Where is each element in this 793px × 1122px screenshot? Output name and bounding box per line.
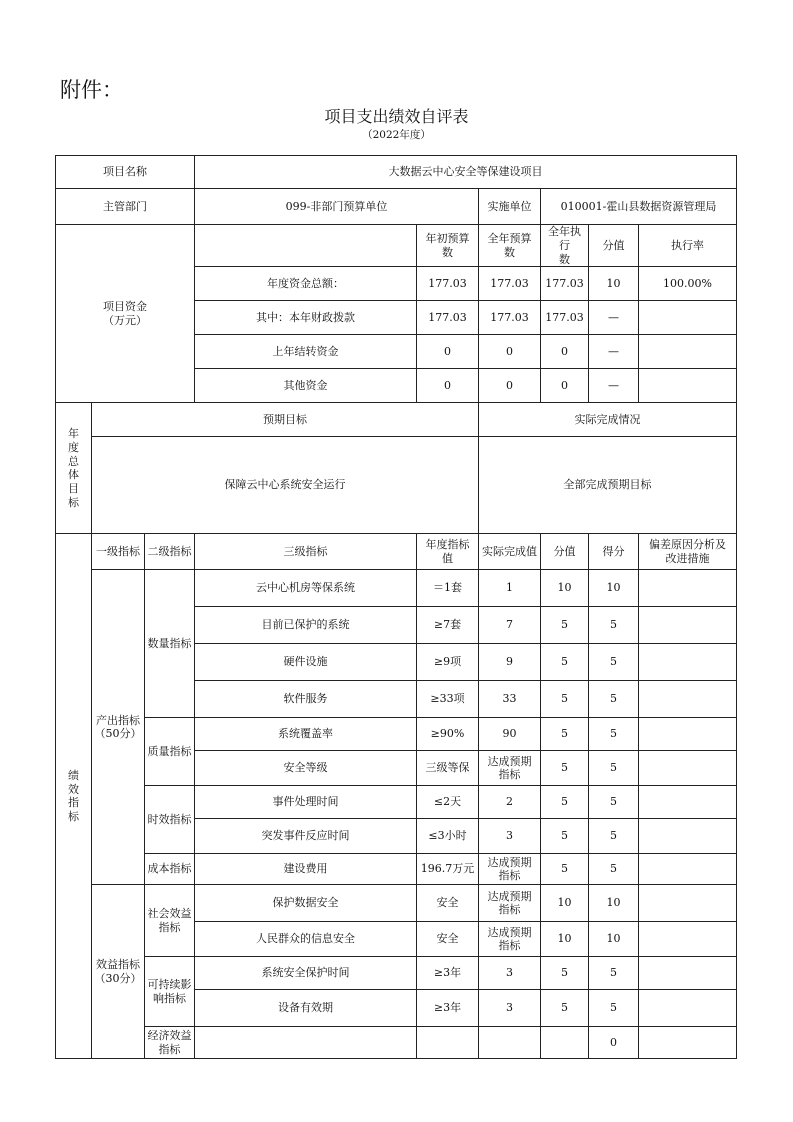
indicator-score: 5 [541,990,589,1027]
indicator-name: 系统覆盖率 [195,718,417,751]
indicator-actual [479,819,541,854]
actual-line1: 达成预期 [487,889,532,903]
col-init-line1: 年初预算 [425,231,470,245]
indicator-actual [479,570,541,607]
indicator-reason [639,885,737,922]
funds-init: 177.03 [417,301,479,335]
indicator-name: 建设费用 [195,854,417,885]
indicator-score: 10 [541,922,589,957]
indicator-got: 10 [589,885,639,922]
indicator-reason [639,751,737,786]
indicator-actual [479,885,541,922]
funds-exec: 177.03 [541,301,589,335]
indicator-score: 5 [541,681,589,718]
benefit-indicator [92,885,145,1059]
indicator-score: 5 [541,854,589,885]
funds-rate [639,335,737,369]
expected-goal: 保障云中心系统安全运行 [92,437,479,534]
indicator-score: 5 [541,751,589,786]
sustainability-indicator [145,957,195,1027]
side-char: 效 [68,782,79,796]
sustain-line1: 可持续影 [147,978,192,991]
indicator-actual [479,854,541,885]
funds-label-line2: （万元） [103,313,147,327]
econ-line1: 经济效益 [147,1029,192,1042]
funds-full: 0 [479,369,541,403]
indicator-got: 10 [589,922,639,957]
indicator-score: 5 [541,957,589,990]
funds-row-label: 其他资金 [195,369,417,403]
indicator-actual [479,1027,541,1059]
indicator-target: 196.7万元 [417,854,479,885]
indicators-side-label [56,534,92,1059]
indicator-actual [479,751,541,786]
indicator-actual [479,786,541,819]
funds-init: 0 [417,335,479,369]
output-line2: （50分） [94,727,142,741]
col-full-line1: 全年预算 [487,231,532,245]
header-target-line1: 年度指标 [425,538,470,551]
indicator-target: 安全 [417,885,479,922]
header-reason [639,534,737,570]
funds-score: — [589,335,639,369]
indicator-target: ≥9项 [417,644,479,681]
indicator-reason [639,922,737,957]
impl-label: 实施单位 [479,189,541,225]
indicator-actual [479,607,541,644]
indicator-actual [479,922,541,957]
funds-row-label: 上年结转资金 [195,335,417,369]
indicator-score [541,1027,589,1059]
funds-exec: 0 [541,369,589,403]
actual-line1: 达成预期 [487,754,532,768]
col-init-budget [417,225,479,267]
actual-line1: 3 [506,1001,514,1015]
actual-line1: 33 [502,692,517,706]
project-name: 大数据云中心安全等保建设项目 [195,156,737,189]
actual-line1: 9 [506,655,514,669]
indicator-score: 5 [541,644,589,681]
timeliness-indicator: 时效指标 [145,786,195,854]
header-got: 得分 [589,534,639,570]
funds-rate [639,301,737,335]
header-level1: 一级指标 [92,534,145,570]
indicator-actual [479,681,541,718]
indicator-target: ≤2天 [417,786,479,819]
output-line1: 产出指标 [96,713,140,727]
actual-result-header: 实际完成情况 [479,403,737,437]
col-rate: 执行率 [639,225,737,267]
header-reason-line2: 改进措施 [665,551,710,565]
funds-row-label: 其中：本年财政拨款 [195,301,417,335]
actual-result: 全部完成预期目标 [479,437,737,534]
header-level2: 二级指标 [145,534,195,570]
indicator-reason [639,681,737,718]
actual-line1: 7 [506,618,514,632]
social-line2: 指标 [158,920,181,934]
actual-line2: 指标 [498,903,521,917]
indicator-name: 事件处理时间 [195,786,417,819]
performance-table [55,155,737,1059]
indicator-score: 5 [541,786,589,819]
indicator-reason [639,718,737,751]
attachment-label: 附件： [60,78,123,102]
expected-goal-header: 预期目标 [92,403,479,437]
indicator-got: 5 [589,644,639,681]
indicator-score: 10 [541,570,589,607]
funds-exec: 177.03 [541,267,589,301]
dept-value: 099-非部门预算单位 [195,189,479,225]
indicator-reason [639,607,737,644]
actual-line2: 指标 [498,768,521,782]
actual-line2: 指标 [498,869,521,883]
header-reason-line1: 偏差原因分析及 [649,538,727,551]
col-init-line2: 数 [442,245,454,259]
funds-label [56,225,195,403]
funds-rate: 100.00% [639,267,737,301]
indicator-target: ＝1套 [417,570,479,607]
social-line1: 社会效益 [147,907,192,920]
indicator-target: ≥7套 [417,607,479,644]
col-full-budget [479,225,541,267]
indicator-name: 突发事件反应时间 [195,819,417,854]
funds-score: — [589,301,639,335]
header-level3: 三级指标 [195,534,417,570]
indicator-score: 5 [541,607,589,644]
indicator-got: 5 [589,681,639,718]
indicator-score: 5 [541,819,589,854]
indicator-got: 5 [589,990,639,1027]
funds-header-blank [195,225,417,267]
indicator-reason [639,990,737,1027]
indicator-got: 0 [589,1027,639,1059]
side-char: 年 [68,427,79,440]
indicator-target: ≥33项 [417,681,479,718]
col-exec-line1: 全年执行 [548,225,582,252]
indicator-reason [639,819,737,854]
year-subtitle: （2022年度） [362,129,431,141]
indicator-got: 5 [589,718,639,751]
indicator-name: 系统安全保护时间 [195,957,417,990]
header-score: 分值 [541,534,589,570]
indicator-got: 10 [589,570,639,607]
indicator-actual [479,957,541,990]
side-char: 体 [68,468,79,482]
actual-line1: 2 [506,795,514,809]
impl-value: 010001-霍山县数据资源管理局 [541,189,737,225]
funds-full: 177.03 [479,267,541,301]
cost-indicator: 成本指标 [145,854,195,885]
col-score: 分值 [589,225,639,267]
benefit-line1: 效益指标 [96,958,140,971]
col-full-line2: 数 [504,245,516,259]
output-indicator [92,570,145,885]
side-char: 总 [68,454,79,468]
indicator-actual [479,718,541,751]
indicator-target: 三级等保 [417,751,479,786]
social-benefit-indicator [145,885,195,957]
side-char: 指 [68,796,79,810]
sustain-line2: 响指标 [153,991,186,1005]
funds-exec: 0 [541,335,589,369]
col-exec [541,225,589,267]
indicator-reason [639,1027,737,1059]
annual-goal-side-label [56,403,92,534]
indicator-target: ≥3年 [417,957,479,990]
indicator-name: 目前已保护的系统 [195,607,417,644]
indicator-reason [639,957,737,990]
indicator-score: 5 [541,718,589,751]
actual-line1: 达成预期 [487,855,532,869]
indicator-got: 5 [589,819,639,854]
indicator-name: 云中心机房等保系统 [195,570,417,607]
funds-full: 177.03 [479,301,541,335]
side-char: 标 [68,495,79,509]
indicator-name: 人民群众的信息安全 [195,922,417,957]
indicator-target: ≥90% [417,718,479,751]
indicator-got: 5 [589,607,639,644]
quality-indicator: 质量指标 [145,718,195,786]
header-target [417,534,479,570]
header-target-line2: 值 [442,551,454,565]
indicator-target: 安全 [417,922,479,957]
side-char: 度 [68,440,79,454]
side-char: 绩 [68,768,79,782]
econ-line2: 指标 [158,1042,181,1056]
indicator-got: 5 [589,751,639,786]
indicator-score: 10 [541,885,589,922]
indicator-got: 5 [589,957,639,990]
actual-line2: 指标 [498,939,521,953]
quantity-indicator: 数量指标 [145,570,195,718]
project-name-label: 项目名称 [56,156,195,189]
funds-init: 177.03 [417,267,479,301]
indicator-name: 设备有效期 [195,990,417,1027]
indicator-reason [639,644,737,681]
indicator-got: 5 [589,786,639,819]
economic-benefit-indicator [145,1027,195,1059]
actual-line1: 90 [502,727,517,741]
indicator-actual [479,644,541,681]
indicator-name: 软件服务 [195,681,417,718]
header-actual: 实际完成值 [479,534,541,570]
indicator-name: 安全等级 [195,751,417,786]
indicator-reason [639,854,737,885]
indicator-reason [639,570,737,607]
side-char: 标 [68,810,79,823]
funds-row-label: 年度资金总额： [195,267,417,301]
funds-score: — [589,369,639,403]
funds-score: 10 [589,267,639,301]
funds-init: 0 [417,369,479,403]
funds-label-line1: 项目资金 [103,299,147,313]
indicator-name: 硬件设施 [195,644,417,681]
indicator-name [195,1027,417,1059]
benefit-line2: （30分） [94,971,142,985]
actual-line1: 达成预期 [487,925,532,939]
col-exec-line2: 数 [559,252,571,266]
actual-line1: 3 [506,829,514,843]
indicator-target [417,1027,479,1059]
actual-line1: 1 [506,581,514,595]
funds-rate [639,369,737,403]
funds-full: 0 [479,335,541,369]
indicator-name: 保护数据安全 [195,885,417,922]
indicator-got: 5 [589,854,639,885]
dept-label: 主管部门 [56,189,195,225]
indicator-actual [479,990,541,1027]
indicator-target: ≥3年 [417,990,479,1027]
indicator-target: ≤3小时 [417,819,479,854]
side-char: 目 [68,482,79,495]
actual-line1: 3 [506,966,514,980]
page-title: 项目支出绩效自评表 [324,107,469,126]
indicator-reason [639,786,737,819]
